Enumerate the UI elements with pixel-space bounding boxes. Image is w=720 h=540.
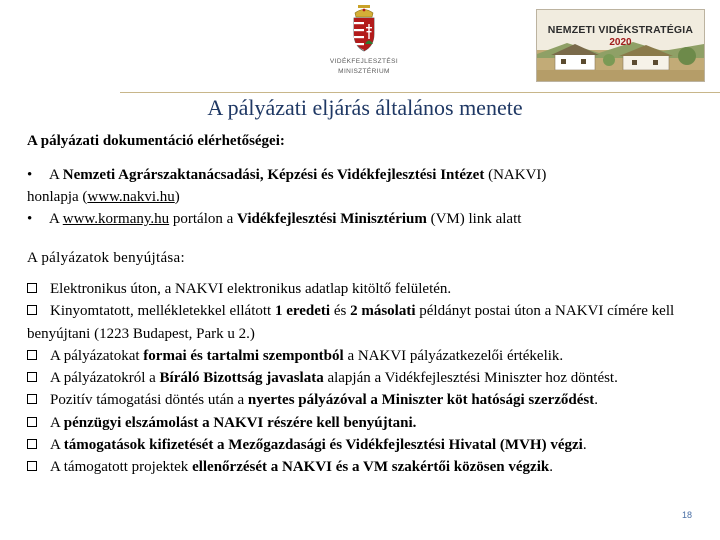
checkbox-bullet-icon (27, 461, 37, 471)
checkbox-bullet-icon (27, 439, 37, 449)
checkbox-bullet-icon (27, 417, 37, 427)
item-text-bold: nyertes pályázóval a Miniszter köt hatósági szerződést (247, 392, 595, 409)
banner-year: 2020 (609, 37, 632, 48)
item-text: a NAKVI pályázatkezelői értékelik. (343, 347, 564, 364)
item-text: és (330, 303, 351, 320)
item-text-bold: Bíráló Bizottság javaslata (159, 370, 324, 387)
item-text: példányt postai úton a NAKVI címére kell benyújtani (1223 Budapest, Park u 2.) (27, 303, 675, 342)
list-item (27, 367, 699, 389)
docs-bullet-nakvi (27, 164, 697, 208)
slide-title: A pályázati eljárás általános menete (207, 95, 523, 120)
item-text: . (549, 459, 553, 476)
kormany-link[interactable]: www.kormany.hu (62, 211, 170, 227)
item-text: . (594, 392, 598, 409)
bullet-dot: • (27, 211, 33, 227)
item-text: Kinyomtatott, mellékletekkel ellátott (50, 303, 275, 320)
submission-list (27, 278, 699, 479)
item-text-bold: formai és tartalmi szempontból (143, 347, 344, 364)
item-text: A pályázatokról a (50, 370, 160, 387)
list-item (27, 434, 699, 456)
list-item (27, 300, 699, 345)
portal-text: portálon a (172, 211, 234, 227)
bullet-dot: • (27, 167, 33, 183)
item-text: Elektronikus úton, a NAKVI elektronikus adatlap kitöltő felületén. (50, 281, 452, 297)
item-text-bold: támogatások kifizetését a Mezőgazdasági és Vidékfejlesztési Hivatal (MVH) végzi (63, 437, 583, 454)
checkbox-bullet-icon (27, 305, 37, 315)
item-text: A pályázatokat (50, 347, 144, 364)
page-number: 18 (681, 510, 692, 520)
checkbox-bullet-icon (27, 372, 37, 382)
bullet-lead: A (49, 211, 60, 227)
banner-title: NEMZETI VIDÉKSTRATÉGIA (547, 24, 694, 36)
ministry-name-line2: MINISZTÉRIUM (338, 68, 390, 75)
ministry-name-bold: Vidékfejlesztési Minisztérium (237, 211, 427, 227)
docs-bullet-kormany (27, 208, 697, 230)
item-text: Pozitív támogatási döntés után a (50, 392, 248, 409)
list-item (27, 345, 699, 367)
homepage-text: honlapja ( (27, 189, 88, 205)
list-item (27, 389, 699, 411)
item-text: A támogatott projektek (50, 459, 193, 476)
list-item (27, 412, 699, 434)
submission-heading: A pályázatok benyújtása: (27, 250, 185, 266)
item-text-bold: 2 másolati (350, 303, 416, 320)
checkbox-bullet-icon (27, 283, 37, 293)
header-divider (120, 92, 720, 93)
bullet-lead: A (49, 167, 60, 183)
item-text: alapján a Vidékfejlesztési Miniszter hoz döntést. (323, 370, 618, 387)
item-text: A (50, 437, 64, 454)
list-item (27, 456, 699, 478)
item-text-bold: 1 eredeti (274, 303, 331, 320)
list-item (27, 278, 699, 300)
item-text-bold: pénzügyi elszámolást a NAKVI részére kell benyújtani. (63, 414, 417, 431)
hungarian-coat-of-arms-icon (349, 4, 379, 56)
nakvi-link[interactable]: www.nakvi.hu (87, 189, 175, 205)
link-tail: (VM) link alatt (430, 211, 522, 227)
checkbox-bullet-icon (27, 350, 37, 360)
strategy-banner (536, 9, 705, 82)
ministry-name-line1: VIDÉKFEJLESZTÉSI (329, 58, 399, 65)
homepage-close: ) (174, 189, 180, 205)
item-text: A (50, 414, 64, 431)
institute-abbr: (NAKVI) (488, 167, 547, 183)
slide-header (0, 0, 720, 92)
docs-heading: A pályázati dokumentáció elérhetőségei: (27, 133, 285, 149)
item-text: . (582, 437, 587, 454)
item-text-bold: ellenőrzését a NAKVI és a VM szakértői közösen végzik (192, 459, 550, 476)
checkbox-bullet-icon (27, 394, 37, 404)
institute-name: Nemzeti Agrárszaktanácsadási, Képzési és Vidékfejlesztési Intézet (62, 167, 485, 183)
ministry-logo (318, 4, 410, 86)
